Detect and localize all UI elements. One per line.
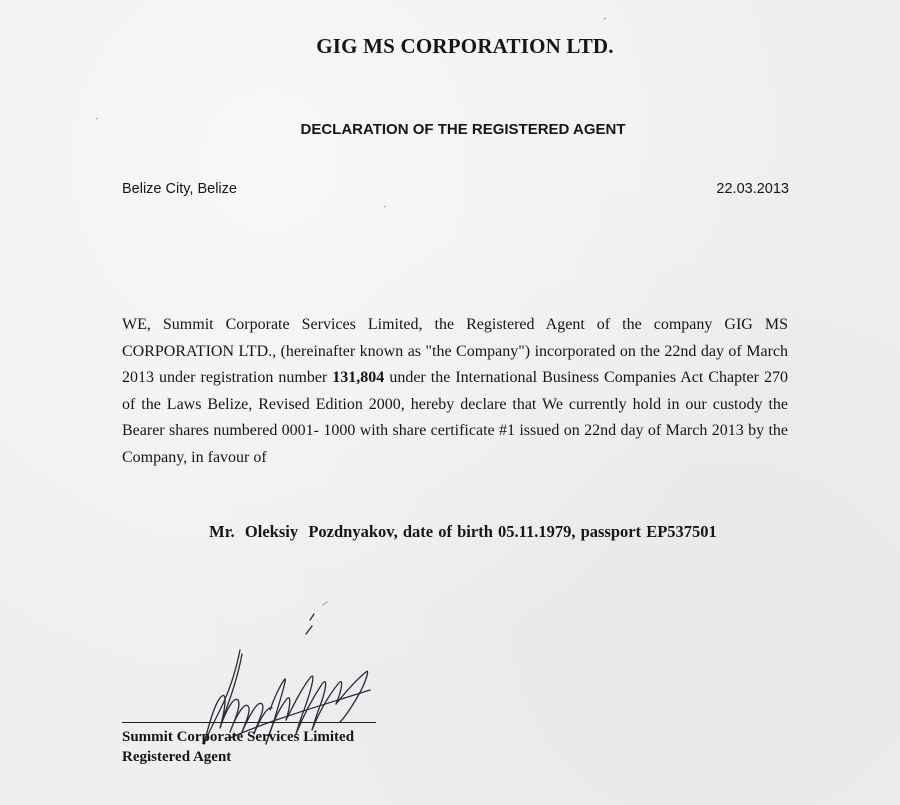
declaration-body bbox=[122, 312, 788, 471]
signer-role: Registered Agent bbox=[122, 749, 232, 765]
registration-number: 131,804 bbox=[332, 369, 385, 386]
paper-speck bbox=[384, 206, 386, 207]
declaration-title: DECLARATION OF THE REGISTERED AGENT bbox=[300, 121, 626, 138]
signer-company-name: Summit Corporate Services Limited bbox=[122, 729, 355, 745]
body-text-part2: under the International Business Companies Act Chapter 270 of the Laws Belize, Revised Edition 2000, hereby declare that We currently hold in our custody the Bearer shares numbered 0001- 1000 with share certificate #1 issued on 22nd day of March 2013 by the Company, in favour of bbox=[122, 369, 789, 466]
company-name-heading: GIG MS CORPORATION LTD. bbox=[316, 34, 614, 58]
place-of-issue: Belize City, Belize bbox=[122, 181, 237, 197]
beneficiary-line: Mr. Oleksiy Pozdnyakov, date of birth 05.11.1979, passport EP537501 bbox=[209, 522, 717, 541]
paper-speck bbox=[322, 601, 327, 605]
paper-speck bbox=[96, 118, 98, 119]
paper-speck bbox=[604, 18, 606, 19]
body-text-part1: WE, Summit Corporate Services Limited, the Registered Agent of the company GIG MS CORPORATION LTD., (hereinafter known as "the Company") incorporated on the 22nd day of March 2013 under registration number bbox=[122, 316, 788, 386]
issue-date: 22.03.2013 bbox=[716, 181, 789, 197]
signature-line bbox=[122, 722, 376, 723]
